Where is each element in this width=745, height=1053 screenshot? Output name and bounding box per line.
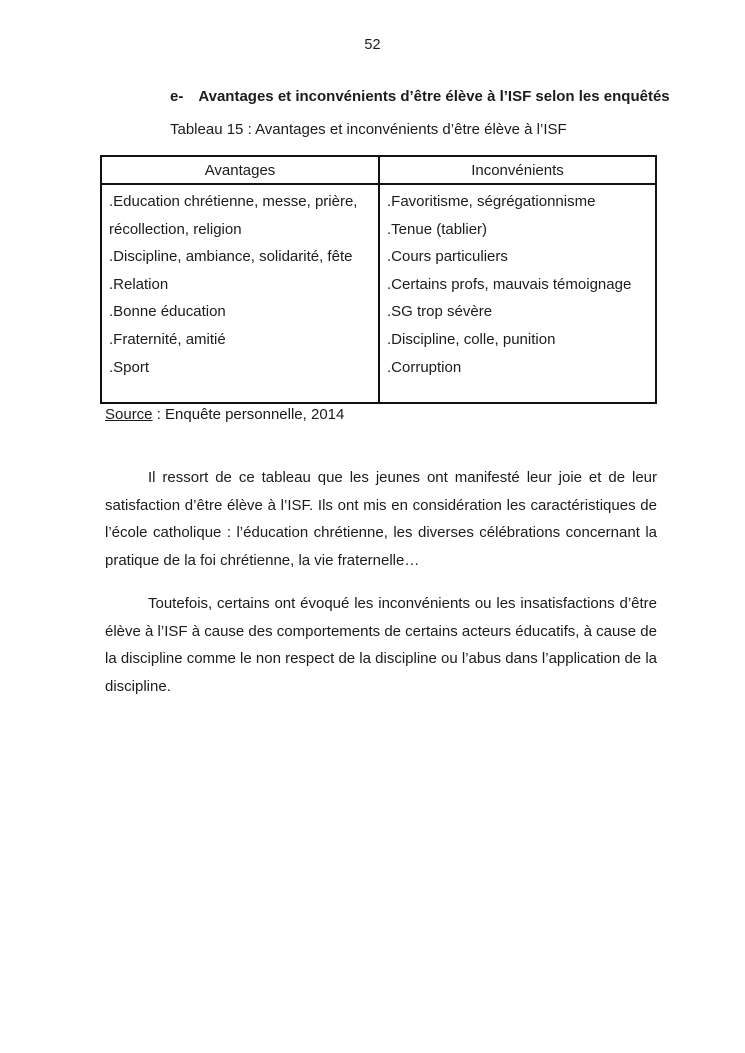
advantage-item: .Sport <box>109 358 150 376</box>
advantage-item: .Relation <box>109 275 169 293</box>
disadvantages-cell <box>379 184 656 403</box>
heading-marker: e- <box>170 88 184 105</box>
column-header-avantages: Avantages <box>101 156 379 184</box>
advantages-cell <box>101 184 379 403</box>
section-heading <box>170 88 670 105</box>
table-header-row <box>101 156 656 184</box>
disadvantage-item: .SG trop sévère <box>387 303 493 321</box>
disadvantage-item: .Cours particuliers <box>387 248 508 266</box>
table-caption: Tableau 15 : Avantages et inconvénients d’être élève à l’ISF <box>170 121 567 138</box>
body-paragraph-2: Toutefois, certains ont évoqué les inconvénients ou les insatisfactions d’être élève à l’ISF à cause des comportements de certains acteurs éducatifs, à cause de la discipline comme le non respect de la discipline ou l’abus dans l’application de la discipline. <box>105 595 657 695</box>
disadvantage-item: .Corruption <box>387 358 462 376</box>
heading-text: Avantages et inconvénients d’être élève à l’ISF selon les enquêtés <box>198 88 670 105</box>
advantages-disadvantages-table <box>100 155 657 404</box>
source-line <box>105 406 344 423</box>
disadvantage-item: .Tenue (tablier) <box>387 220 488 238</box>
advantage-item: .Discipline, ambiance, solidarité, fête <box>109 248 353 266</box>
advantage-item: .Fraternité, amitié <box>109 330 226 348</box>
advantage-item: .Education chrétienne, messe, prière, récollection, religion <box>109 193 358 238</box>
column-header-inconvenients: Inconvénients <box>379 156 656 184</box>
source-label: Source <box>105 406 153 423</box>
disadvantage-item: .Certains profs, mauvais témoignage <box>387 275 632 293</box>
advantage-item: .Bonne éducation <box>109 303 226 321</box>
disadvantage-item: .Discipline, colle, punition <box>387 330 556 348</box>
table-body-row <box>101 184 656 403</box>
disadvantage-item: .Favoritisme, ségrégationnisme <box>387 193 596 210</box>
source-text: : Enquête personnelle, 2014 <box>152 406 345 423</box>
page-number: 52 <box>364 37 381 53</box>
body-paragraph-1: Il ressort de ce tableau que les jeunes ont manifesté leur joie et de leur satisfaction d’être élève à l’ISF. Ils ont mis en considération les caractéristiques de l’école catholique : l’éducation chrétienne, les diverses célébrations concernant la pratique de la foi chrétienne, la vie fraternelle… <box>105 469 657 569</box>
